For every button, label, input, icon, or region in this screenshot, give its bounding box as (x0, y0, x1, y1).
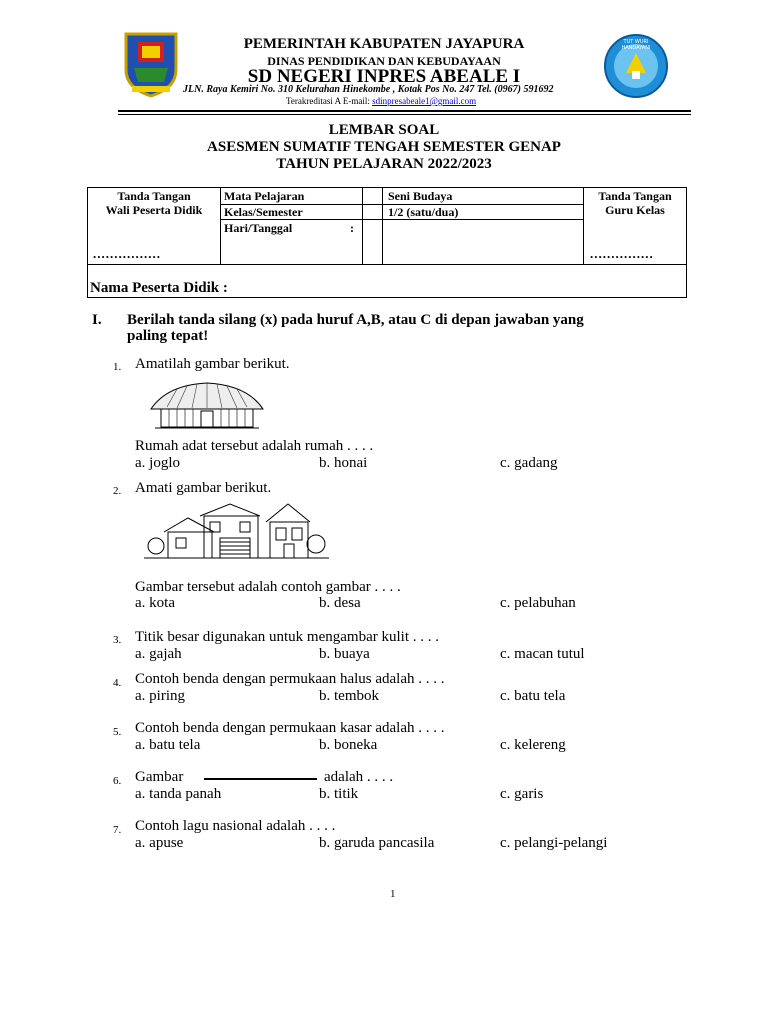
q3-option-a[interactable]: a. gajah (135, 646, 182, 662)
q4-option-a[interactable]: a. piring (135, 688, 185, 704)
q3-option-b[interactable]: b. buaya (319, 646, 370, 662)
title-line-3: TAHUN PELAJARAN 2022/2023 (276, 156, 492, 172)
q4-number: 4. (113, 677, 122, 689)
q5-text: Contoh benda dengan permukaan kasar adalah . . . . (135, 720, 445, 736)
line-drawing (204, 778, 317, 780)
email-link[interactable]: sdinpresabeale1@gmail.com (372, 96, 477, 106)
header-address: JLN. Raya Kemiri No. 310 Kelurahan Hinekombe , Kotak Pos No. 247 Tel. (0967) 591692 (183, 84, 554, 95)
q4-option-b[interactable]: b. tembok (319, 688, 379, 704)
q5-number: 5. (113, 726, 122, 738)
q6-number: 6. (113, 775, 122, 787)
header-dept: DINAS PENDIDIKAN DAN KEBUDAYAAN (267, 54, 501, 68)
q1-option-c[interactable]: c. gadang (500, 455, 558, 471)
q5-option-b[interactable]: b. boneka (319, 737, 378, 753)
q7-text: Contoh lagu nasional adalah . . . . (135, 818, 336, 834)
q4-option-c[interactable]: c. batu tela (500, 688, 566, 704)
header-accreditation (286, 96, 476, 106)
page-number: 1 (390, 888, 396, 900)
q1-number: 1. (113, 361, 122, 373)
accred-label: Terakreditasi A E-mail: (286, 96, 370, 106)
title-line-1: LEMBAR SOAL (328, 122, 440, 138)
q2-option-a[interactable]: a. kota (135, 595, 175, 611)
q7-option-b[interactable]: b. garuda pancasila (319, 835, 435, 851)
header-gov: PEMERINTAH KABUPATEN JAYAPURA (243, 36, 525, 52)
q3-option-c[interactable]: c. macan tutul (500, 646, 585, 662)
q7-option-a[interactable]: a. apuse (135, 835, 184, 851)
q5-option-c[interactable]: c. kelereng (500, 737, 566, 753)
q6-option-b[interactable]: b. titik (319, 786, 359, 802)
ttd-wali-label-2: Wali Peserta Didik (105, 203, 203, 217)
houses-image (144, 500, 329, 562)
tut-wuri-text: TUT WURI HANDAYANI (621, 39, 651, 51)
hari-label: Hari/Tanggal (224, 221, 293, 235)
ttd-guru-dots: ............... (590, 246, 654, 261)
q6-text-after: adalah . . . . (324, 769, 394, 785)
kelas-value: 1/2 (satu/dua) (388, 205, 459, 219)
mapel-label: Mata Pelajaran (224, 189, 305, 203)
q2-option-c[interactable]: c. pelabuhan (500, 595, 576, 611)
header-rule-thick (118, 110, 691, 112)
q2-text: Amati gambar berikut. (135, 480, 272, 496)
q1-option-b[interactable]: b. honai (319, 455, 368, 471)
q2-option-b[interactable]: b. desa (319, 595, 361, 611)
mapel-value: Seni Budaya (388, 189, 453, 203)
q1-option-a[interactable]: a. joglo (135, 455, 180, 471)
nama-peserta-label: Nama Peserta Didik : (90, 280, 228, 296)
q3-text: Titik besar digunakan untuk mengambar kulit . . . . (135, 629, 439, 645)
kelas-label: Kelas/Semester (224, 205, 303, 219)
ttd-guru-label-1: Tanda Tangan (598, 189, 672, 203)
ttd-wali-label-1: Tanda Tangan (117, 189, 191, 203)
tut-wuri-logo (602, 33, 670, 99)
q1-text: Amatilah gambar berikut. (135, 356, 290, 372)
ttd-wali-dots: ................ (93, 246, 161, 261)
info-table (87, 187, 687, 298)
q6-option-a[interactable]: a. tanda panah (135, 786, 222, 802)
q4-text: Contoh benda dengan permukaan halus adalah . . . . (135, 671, 445, 687)
header-school: SD NEGERI INPRES ABEALE I (247, 66, 521, 87)
q7-number: 7. (113, 824, 122, 836)
q6-option-c[interactable]: c. garis (500, 786, 544, 802)
q6-text: Gambar (135, 769, 184, 785)
q3-number: 3. (113, 634, 122, 646)
section-instruction-2: paling tepat! (127, 328, 209, 344)
q5-option-a[interactable]: a. batu tela (135, 737, 201, 753)
header-rule-thin (118, 114, 691, 115)
q7-option-c[interactable]: c. pelangi-pelangi (500, 835, 608, 851)
hari-colon: : (350, 221, 354, 235)
q2-number: 2. (113, 485, 122, 497)
section-roman: I. (92, 312, 102, 328)
honai-house-image (147, 379, 267, 431)
section-instruction-1: Berilah tanda silang (x) pada huruf A,B, atau C di depan jawaban yang (127, 312, 584, 328)
q2-text-2: Gambar tersebut adalah contoh gambar . . . . (135, 579, 401, 595)
ttd-guru-label-2: Guru Kelas (605, 203, 665, 217)
q1-text-2: Rumah adat tersebut adalah rumah . . . . (135, 438, 374, 454)
title-line-2: ASESMEN SUMATIF TENGAH SEMESTER GENAP (207, 139, 561, 155)
